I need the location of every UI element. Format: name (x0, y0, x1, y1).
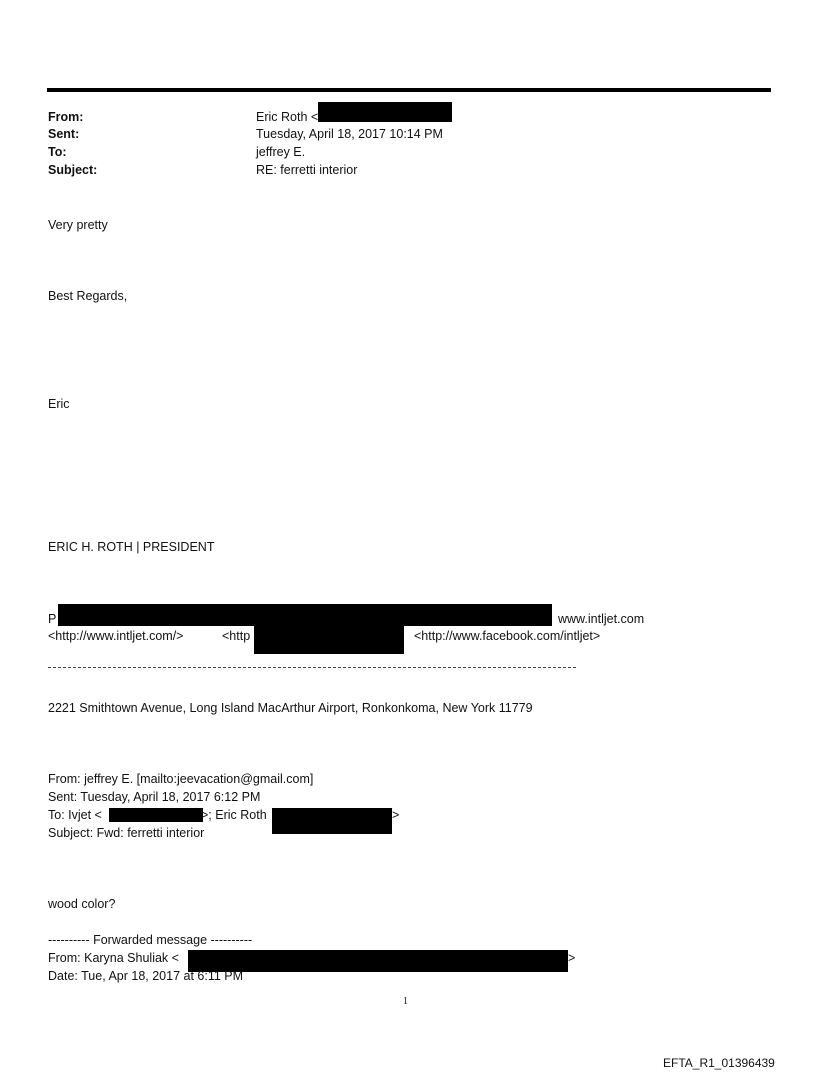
subject-label: Subject: (48, 163, 98, 177)
to-label: To: (48, 145, 67, 159)
from-label: From: (48, 110, 84, 124)
signature-link-3: <http://www.facebook.com/intljet> (414, 629, 601, 643)
subject-value: RE: ferretti interior (256, 163, 358, 177)
fwd1-to-c: > (392, 808, 400, 822)
redaction-box (254, 622, 404, 654)
from-value: Eric Roth < (256, 110, 319, 124)
redaction-box (109, 808, 203, 822)
signature-address: 2221 Smithtown Avenue, Long Island MacArthur Airport, Ronkonkoma, New York 11779 (48, 701, 533, 715)
fwd1-from: From: jeffrey E. [mailto:jeevacation@gmail.com] (48, 772, 314, 786)
fwd1-subject: Subject: Fwd: ferretti interior (48, 826, 205, 840)
redaction-box (188, 950, 568, 972)
fwd2-date: Date: Tue, Apr 18, 2017 at 6:11 PM (48, 969, 244, 983)
body-line-1: Very pretty (48, 218, 108, 232)
signature-title: ERIC H. ROTH | PRESIDENT (48, 540, 215, 554)
signature-website: www.intljet.com (558, 612, 645, 626)
document-id: EFTA_R1_01396439 (663, 1056, 775, 1070)
body-line-2: Best Regards, (48, 289, 128, 303)
fwd2-from-a: From: Karyna Shuliak < (48, 951, 179, 965)
fwd1-to-a: To: Ivjet < (48, 808, 102, 822)
fwd2-from-b: > (568, 951, 576, 965)
fwd2-marker: ---------- Forwarded message ---------- (48, 933, 253, 947)
top-rule (47, 88, 771, 92)
fwd1-body: wood color? (48, 897, 116, 911)
body-line-3: Eric (48, 397, 70, 411)
signature-link-2-prefix: <http (222, 629, 251, 643)
redaction-box (318, 102, 452, 122)
to-value: jeffrey E. (256, 145, 306, 159)
fwd1-sent: Sent: Tuesday, April 18, 2017 6:12 PM (48, 790, 261, 804)
dashed-divider (48, 667, 576, 668)
signature-link-1: <http://www.intljet.com/> (48, 629, 184, 643)
page-number: 1 (403, 996, 408, 1007)
fwd1-to-b: >; Eric Roth (201, 808, 267, 822)
redaction-box (272, 808, 392, 834)
sent-label: Sent: (48, 127, 80, 141)
sent-value: Tuesday, April 18, 2017 10:14 PM (256, 127, 443, 141)
signature-phone-prefix: P (48, 612, 57, 626)
